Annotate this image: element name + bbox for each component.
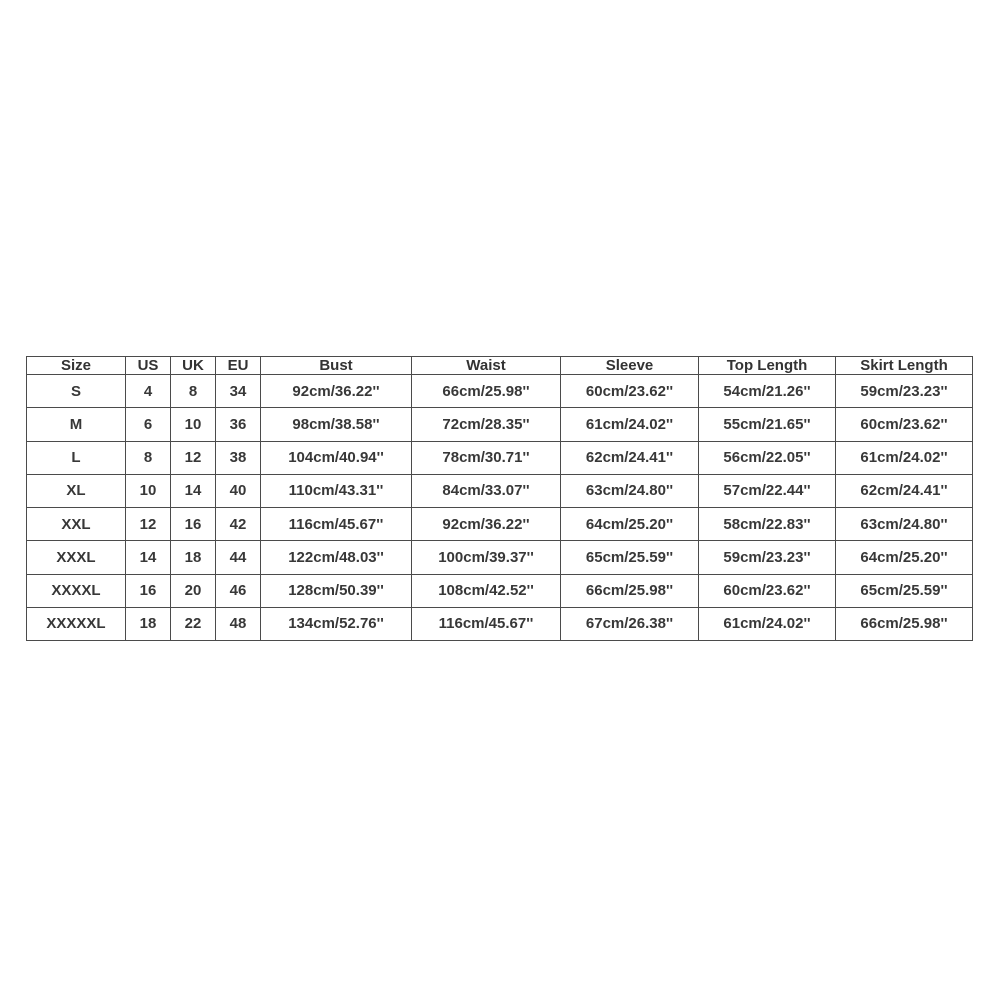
- size-label-cell: XXL: [27, 508, 126, 541]
- table-row: [27, 408, 973, 441]
- size-label-cell: XXXL: [27, 541, 126, 574]
- table-cell: 62cm/24.41'': [561, 441, 699, 474]
- size-chart-table: [26, 356, 973, 641]
- table-cell: 38: [216, 441, 261, 474]
- size-label-cell: M: [27, 408, 126, 441]
- column-header: EU: [216, 357, 261, 375]
- table-cell: 46: [216, 574, 261, 607]
- table-cell: 10: [126, 474, 171, 507]
- table-cell: 63cm/24.80'': [836, 508, 973, 541]
- table-cell: 12: [126, 508, 171, 541]
- table-cell: 65cm/25.59'': [836, 574, 973, 607]
- table-cell: 18: [126, 607, 171, 640]
- table-cell: 64cm/25.20'': [836, 541, 973, 574]
- table-cell: 92cm/36.22'': [261, 375, 412, 408]
- table-cell: 65cm/25.59'': [561, 541, 699, 574]
- table-row: [27, 375, 973, 408]
- table-cell: 134cm/52.76'': [261, 607, 412, 640]
- table-cell: 72cm/28.35'': [412, 408, 561, 441]
- column-header: Waist: [412, 357, 561, 375]
- table-cell: 40: [216, 474, 261, 507]
- table-cell: 122cm/48.03'': [261, 541, 412, 574]
- table-cell: 8: [171, 375, 216, 408]
- table-cell: 54cm/21.26'': [699, 375, 836, 408]
- table-cell: 67cm/26.38'': [561, 607, 699, 640]
- table-row: [27, 508, 973, 541]
- table-cell: 92cm/36.22'': [412, 508, 561, 541]
- table-cell: 104cm/40.94'': [261, 441, 412, 474]
- column-header: Top Length: [699, 357, 836, 375]
- table-cell: 16: [126, 574, 171, 607]
- table-cell: 10: [171, 408, 216, 441]
- table-cell: 12: [171, 441, 216, 474]
- table-cell: 60cm/23.62'': [699, 574, 836, 607]
- header-row: [27, 357, 973, 375]
- table-cell: 64cm/25.20'': [561, 508, 699, 541]
- table-cell: 63cm/24.80'': [561, 474, 699, 507]
- table-cell: 61cm/24.02'': [836, 441, 973, 474]
- column-header: Sleeve: [561, 357, 699, 375]
- size-label-cell: XL: [27, 474, 126, 507]
- table-cell: 108cm/42.52'': [412, 574, 561, 607]
- table-cell: 59cm/23.23'': [699, 541, 836, 574]
- column-header: UK: [171, 357, 216, 375]
- table-cell: 22: [171, 607, 216, 640]
- table-cell: 84cm/33.07'': [412, 474, 561, 507]
- table-cell: 128cm/50.39'': [261, 574, 412, 607]
- table-cell: 16: [171, 508, 216, 541]
- table-cell: 57cm/22.44'': [699, 474, 836, 507]
- table-cell: 36: [216, 408, 261, 441]
- table-row: [27, 474, 973, 507]
- table-cell: 42: [216, 508, 261, 541]
- table-cell: 14: [171, 474, 216, 507]
- table-cell: 34: [216, 375, 261, 408]
- table-cell: 4: [126, 375, 171, 408]
- table-cell: 66cm/25.98'': [412, 375, 561, 408]
- size-label-cell: S: [27, 375, 126, 408]
- table-cell: 55cm/21.65'': [699, 408, 836, 441]
- table-cell: 18: [171, 541, 216, 574]
- table-cell: 61cm/24.02'': [561, 408, 699, 441]
- table-cell: 48: [216, 607, 261, 640]
- table-cell: 60cm/23.62'': [836, 408, 973, 441]
- table-cell: 100cm/39.37'': [412, 541, 561, 574]
- table-cell: 59cm/23.23'': [836, 375, 973, 408]
- column-header: US: [126, 357, 171, 375]
- table-cell: 98cm/38.58'': [261, 408, 412, 441]
- table-cell: 44: [216, 541, 261, 574]
- size-label-cell: L: [27, 441, 126, 474]
- table-cell: 8: [126, 441, 171, 474]
- table-cell: 56cm/22.05'': [699, 441, 836, 474]
- column-header: Size: [27, 357, 126, 375]
- table-cell: 110cm/43.31'': [261, 474, 412, 507]
- table-cell: 6: [126, 408, 171, 441]
- table-body: [27, 375, 973, 641]
- table-cell: 116cm/45.67'': [412, 607, 561, 640]
- table-row: [27, 541, 973, 574]
- table-cell: 62cm/24.41'': [836, 474, 973, 507]
- table-row: [27, 607, 973, 640]
- table-cell: 60cm/23.62'': [561, 375, 699, 408]
- table-row: [27, 441, 973, 474]
- table-cell: 58cm/22.83'': [699, 508, 836, 541]
- table-cell: 116cm/45.67'': [261, 508, 412, 541]
- table-cell: 61cm/24.02'': [699, 607, 836, 640]
- column-header: Bust: [261, 357, 412, 375]
- table-cell: 20: [171, 574, 216, 607]
- size-label-cell: XXXXL: [27, 574, 126, 607]
- table-cell: 78cm/30.71'': [412, 441, 561, 474]
- table-cell: 66cm/25.98'': [561, 574, 699, 607]
- table-row: [27, 574, 973, 607]
- table-cell: 14: [126, 541, 171, 574]
- size-label-cell: XXXXXL: [27, 607, 126, 640]
- column-header: Skirt Length: [836, 357, 973, 375]
- table-cell: 66cm/25.98'': [836, 607, 973, 640]
